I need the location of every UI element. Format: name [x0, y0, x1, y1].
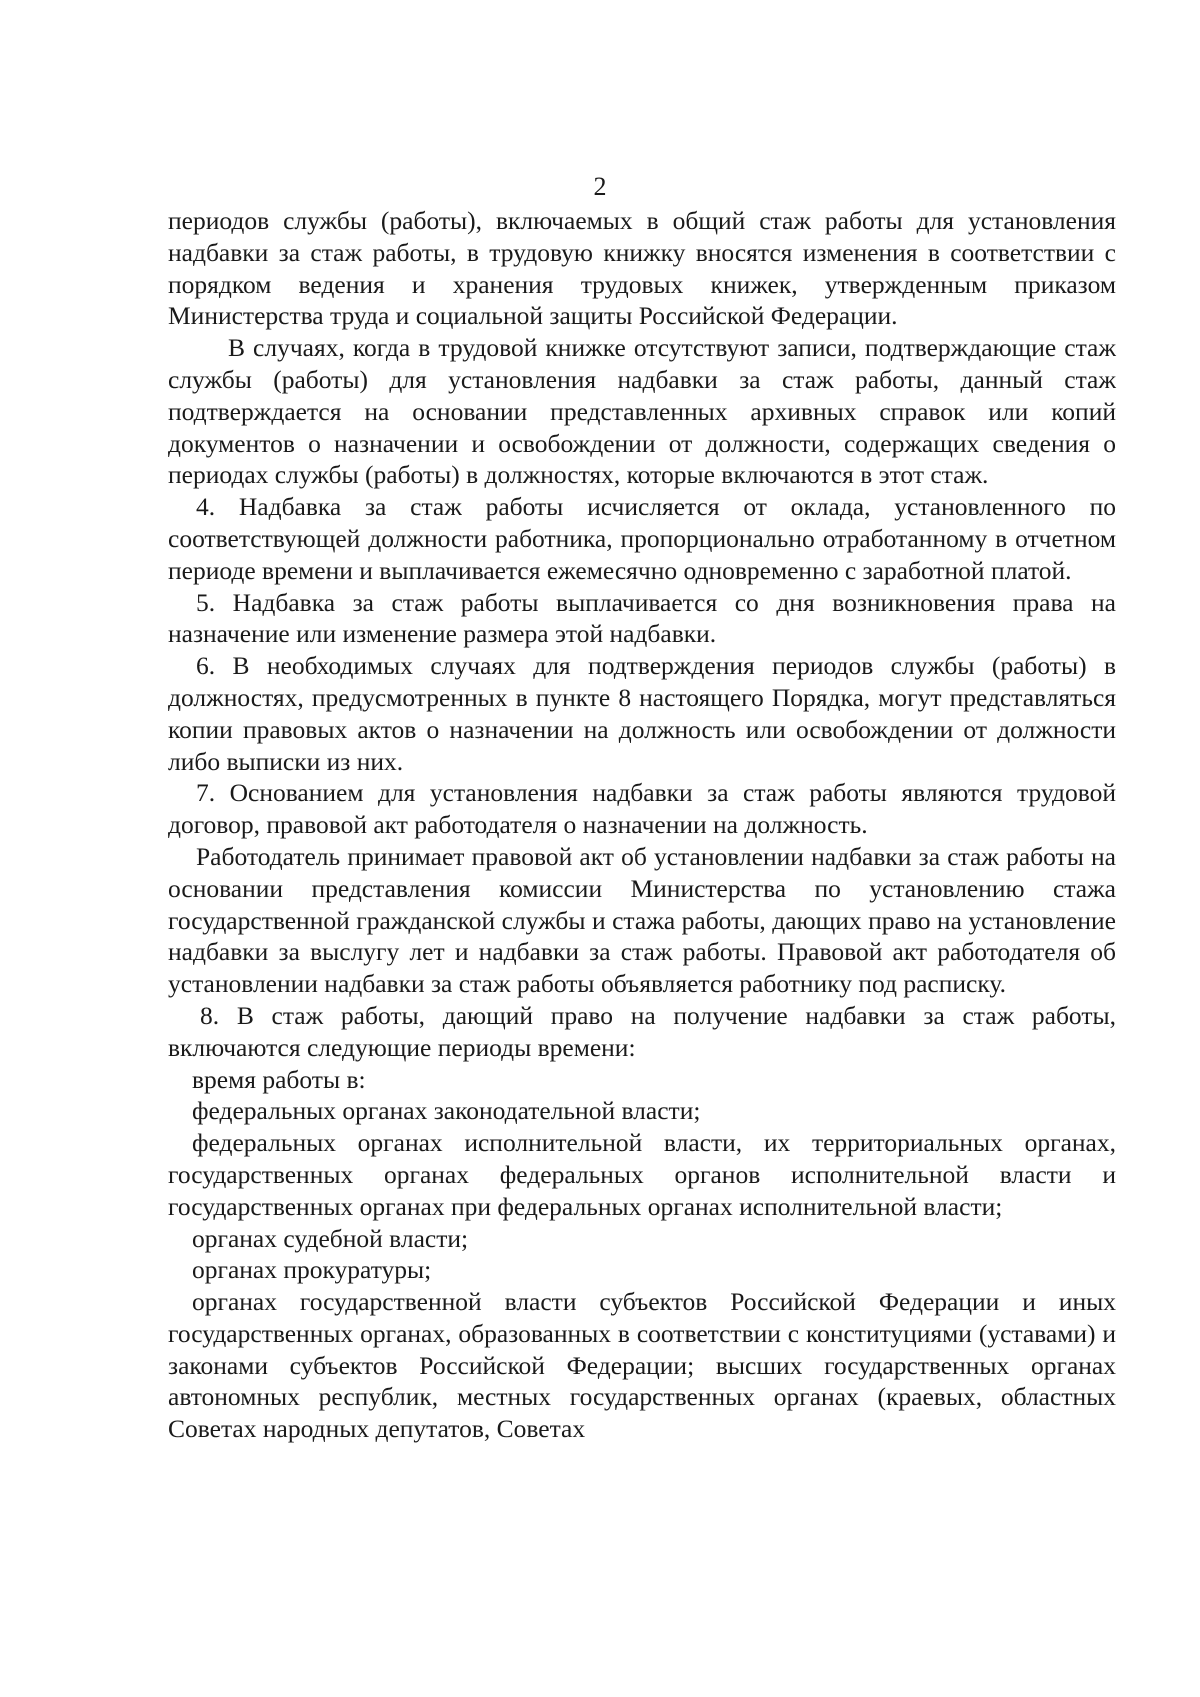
- list-item: федеральных органах законодательной власти;: [192, 1096, 701, 1126]
- list-intro: время работы в:: [192, 1064, 366, 1094]
- document-body: [168, 205, 1116, 1445]
- paragraph-item-8: 8. В стаж работы, дающий право на получение надбавки за стаж работы, включаются следующие периоды времени:: [168, 1000, 1116, 1062]
- list-item: органах государственной власти субъектов Российской Федерации и иных государственных органах, образованных в соответствии с конституциями (уставами) и законами субъектов Российской Федерации; высших государственных органах автономных республик, местных государственных органах (краевых, областных Советах народных депутатов, Советах: [168, 1287, 1116, 1444]
- paragraph-item-5: 5. Надбавка за стаж работы выплачивается со дня возникновения права на назначение или изменение размера этой надбавки.: [168, 587, 1116, 649]
- paragraph: Работодатель принимает правовой акт об установлении надбавки за стаж работы на основании представления комиссии Министерства по установлению стажа государственной гражданской службы и стажа работы, дающих право на установление надбавки за выслугу лет и надбавки за стаж работы. Правовой акт работодателя об установлении надбавки за стаж работы объявляется работнику под расписку.: [168, 841, 1116, 999]
- list-item: федеральных органах исполнительной власти, их территориальных органах, государственных органах федеральных органов исполнительной власти и государственных органах при федеральных органах исполнительной власти;: [168, 1128, 1116, 1221]
- paragraph-item-6: 6. В необходимых случаях для подтверждения периодов службы (работы) в должностях, предусмотренных в пункте 8 настоящего Порядка, могут представляться копии правовых актов о назначении на должность или освобождении от должности либо выписки из них.: [168, 651, 1116, 776]
- paragraph-item-4: 4. Надбавка за стаж работы исчисляется от оклада, установленного по соответствующей должности работника, пропорционально отработанному в отчетном периоде времени и выплачивается ежемесячно одновременно с заработной платой.: [168, 492, 1116, 585]
- list-item: органах судебной власти;: [192, 1223, 469, 1253]
- paragraph: периодов службы (работы), включаемых в общий стаж работы для установления надбавки за стаж работы, в трудовую книжку вносятся изменения в соответствии с порядком ведения и хранения трудовых книжек, утвержденным приказом Министерства труда и социальной защиты Российской Федерации.: [168, 206, 1116, 331]
- paragraph: В случаях, когда в трудовой книжке отсутствуют записи, подтверждающие стаж службы (работы) для установления надбавки за стаж работы, данный стаж подтверждается на основании представленных архивных справок или копий документов о назначении и освобождении от должности, содержащих сведения о периодах службы (работы) в должностях, которые включаются в этот стаж.: [168, 333, 1116, 490]
- page-number: 2: [593, 172, 607, 201]
- paragraph-item-7: 7. Основанием для установления надбавки за стаж работы являются трудовой договор, правовой акт работодателя о назначении на должность.: [168, 778, 1116, 840]
- list-item: органах прокуратуры;: [192, 1255, 432, 1285]
